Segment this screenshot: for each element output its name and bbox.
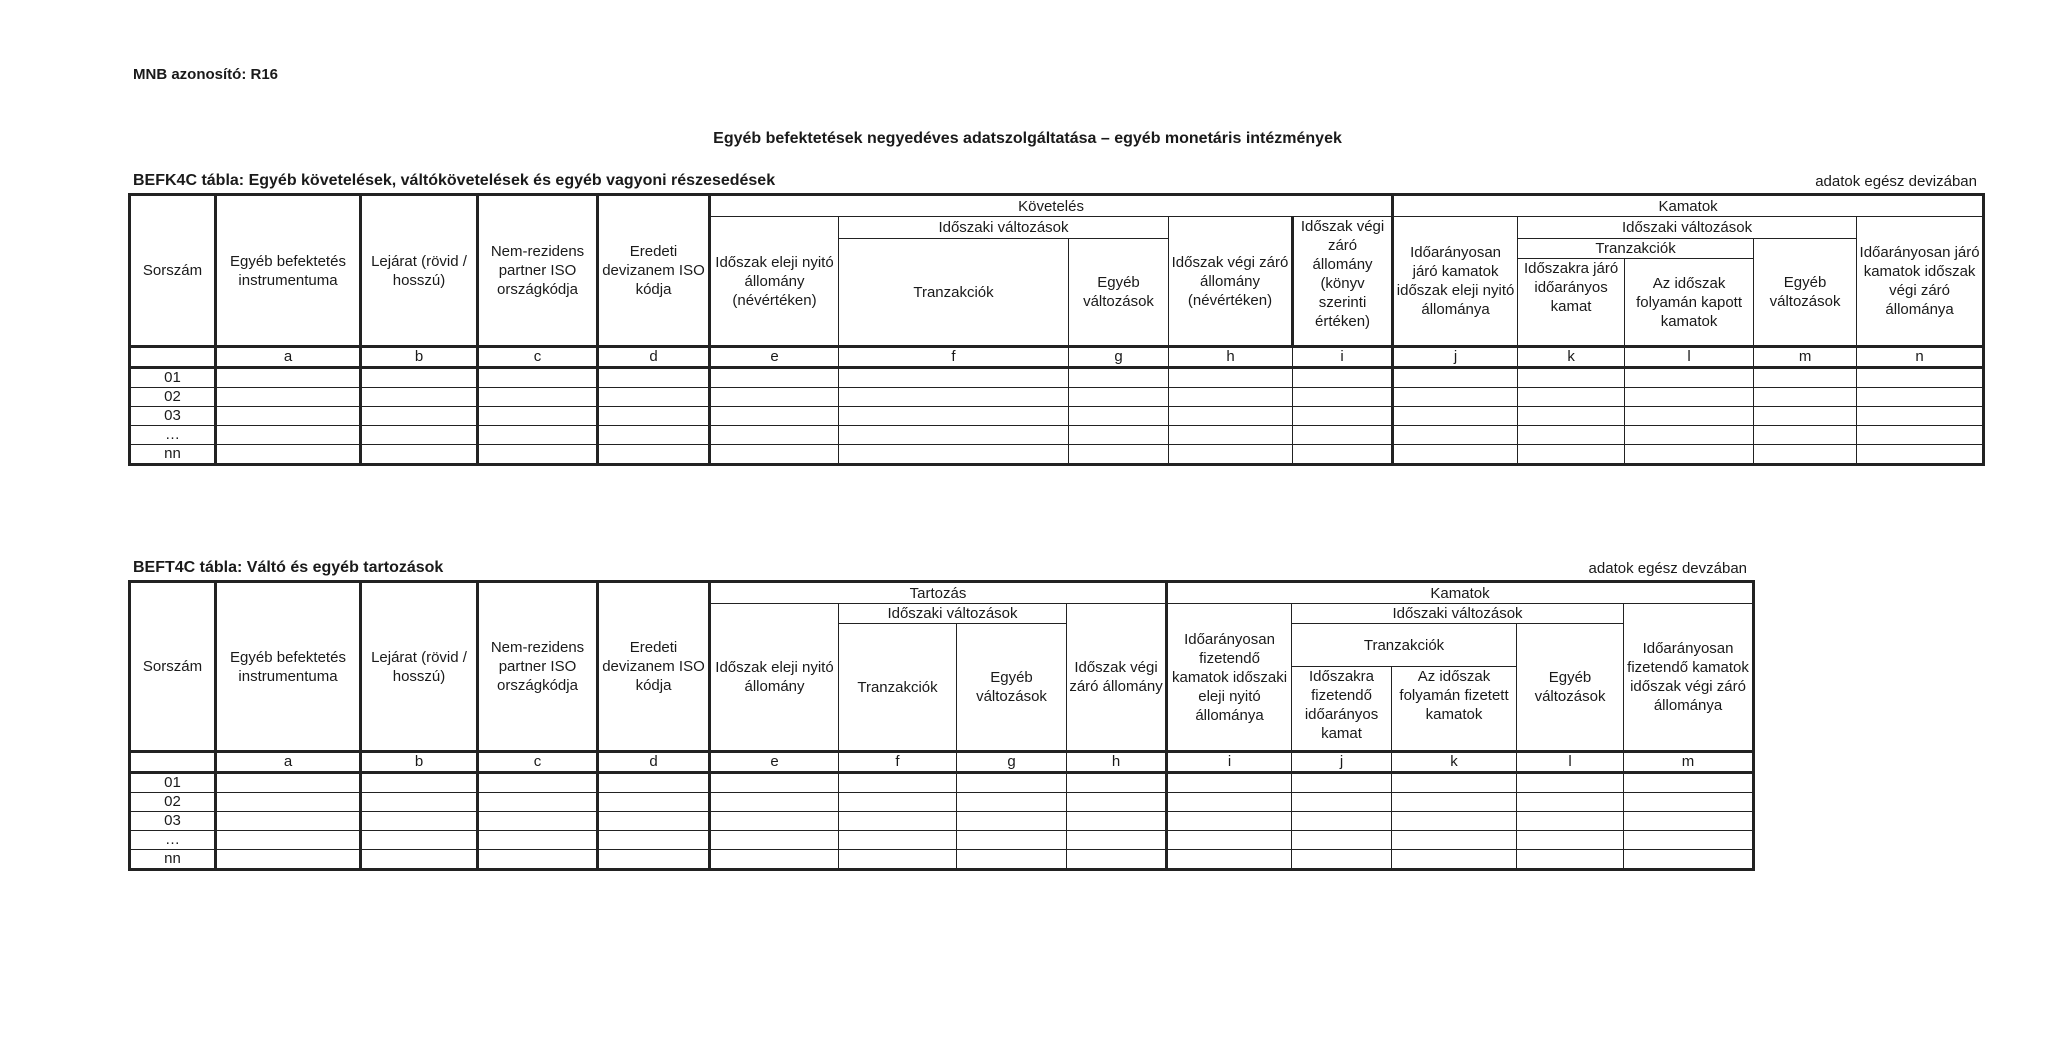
data-cell[interactable] bbox=[1169, 426, 1293, 445]
data-cell[interactable] bbox=[361, 407, 478, 426]
col-header-kamat-nyito: Időarányosan járó kamatok időszak eleji nyitó állománya bbox=[1393, 217, 1518, 347]
data-cell[interactable] bbox=[1625, 407, 1754, 426]
data-cell[interactable] bbox=[1393, 445, 1518, 465]
subgroup-header-kamat-idoszaki: Időszaki változások bbox=[1518, 217, 1857, 239]
table1-code: BEFK4C tábla: bbox=[133, 172, 245, 189]
data-cell[interactable] bbox=[1067, 812, 1167, 831]
data-cell[interactable] bbox=[1069, 426, 1169, 445]
table1-data-rows bbox=[130, 368, 1984, 465]
col-header-instrumentum: Egyéb befektetés instrumentuma bbox=[216, 582, 361, 752]
col-header-kamat-zaro: Időarányosan járó kamatok időszak végi záró állománya bbox=[1857, 217, 1984, 347]
data-cell[interactable] bbox=[839, 388, 1069, 407]
report-title: Egyéb befektetések negyedéves adatszolgáltatása – egyéb monetáris intézmények bbox=[713, 130, 1342, 147]
table-row bbox=[130, 388, 1984, 407]
data-cell[interactable] bbox=[478, 793, 598, 812]
row-number: 02 bbox=[130, 793, 216, 812]
table1-unit-note: adatok egész devizában bbox=[1815, 173, 1977, 190]
data-cell[interactable] bbox=[478, 426, 598, 445]
table-row bbox=[130, 426, 1984, 445]
data-cell[interactable] bbox=[1067, 831, 1167, 850]
col-header-kapott-kamatok: Az időszak folyamán kapott kamatok bbox=[1625, 259, 1754, 347]
col-header-zaro-konyv: Időszak végi záró állomány (könyv szerinti értéken) bbox=[1293, 217, 1393, 347]
table-row bbox=[130, 445, 1984, 465]
data-cell[interactable] bbox=[361, 426, 478, 445]
data-cell[interactable] bbox=[1069, 368, 1169, 388]
letter-row bbox=[130, 752, 1754, 773]
row-number: 01 bbox=[130, 368, 216, 388]
data-cell[interactable] bbox=[1167, 793, 1292, 812]
col-header-sorszam: Sorszám bbox=[130, 582, 216, 752]
col-header-kamat-egyeb: Egyéb változások bbox=[1754, 239, 1857, 347]
data-cell[interactable] bbox=[478, 831, 598, 850]
row-number: … bbox=[130, 831, 216, 850]
data-cell[interactable] bbox=[1857, 426, 1984, 445]
data-cell[interactable] bbox=[839, 850, 957, 870]
letter-cell: m bbox=[1624, 752, 1754, 773]
subgroup-header-tranzakciok: Tranzakciók bbox=[1292, 624, 1517, 667]
data-cell[interactable] bbox=[1067, 773, 1167, 793]
data-cell[interactable] bbox=[361, 793, 478, 812]
letter-cell: k bbox=[1518, 347, 1625, 368]
letter-cell: b bbox=[361, 347, 478, 368]
data-cell[interactable] bbox=[839, 426, 1069, 445]
data-cell[interactable] bbox=[1392, 773, 1517, 793]
table2-unit-note: adatok egész devzában bbox=[1588, 560, 1747, 577]
data-cell[interactable] bbox=[361, 368, 478, 388]
letter-cell: n bbox=[1857, 347, 1984, 368]
col-header-lejarat: Lejárat (rövid / hosszú) bbox=[361, 582, 478, 752]
data-cell[interactable] bbox=[710, 388, 839, 407]
data-cell[interactable] bbox=[1169, 407, 1293, 426]
data-cell[interactable] bbox=[957, 812, 1067, 831]
data-cell[interactable] bbox=[1393, 426, 1518, 445]
group-header-tartozas: Tartozás bbox=[710, 582, 1167, 604]
data-cell[interactable] bbox=[1518, 368, 1625, 388]
data-cell[interactable] bbox=[598, 850, 710, 870]
table-row bbox=[130, 793, 1754, 812]
data-cell[interactable] bbox=[1069, 445, 1169, 465]
col-header-nemrezidens: Nem-rezidens partner ISO országkódja bbox=[478, 582, 598, 752]
data-cell[interactable] bbox=[839, 773, 957, 793]
data-cell[interactable] bbox=[1169, 388, 1293, 407]
letter-cell: j bbox=[1292, 752, 1392, 773]
data-cell[interactable] bbox=[216, 388, 361, 407]
data-cell[interactable] bbox=[957, 773, 1067, 793]
letter-cell: i bbox=[1293, 347, 1393, 368]
subgroup-header-idoszaki-valtozasok: Időszaki változások bbox=[839, 217, 1169, 239]
col-header-kamat-egyeb: Egyéb változások bbox=[1517, 624, 1624, 752]
data-cell[interactable] bbox=[1857, 368, 1984, 388]
data-cell[interactable] bbox=[216, 793, 361, 812]
data-cell[interactable] bbox=[957, 831, 1067, 850]
letter-cell: e bbox=[710, 752, 839, 773]
data-cell[interactable] bbox=[957, 793, 1067, 812]
group-header-kamatok: Kamatok bbox=[1167, 582, 1754, 604]
data-cell[interactable] bbox=[1517, 793, 1624, 812]
data-cell[interactable] bbox=[839, 368, 1069, 388]
col-header-zaro: Időszak végi záró állomány bbox=[1067, 604, 1167, 752]
letter-cell: b bbox=[361, 752, 478, 773]
data-cell[interactable] bbox=[216, 773, 361, 793]
data-cell[interactable] bbox=[1754, 388, 1857, 407]
data-cell[interactable] bbox=[478, 773, 598, 793]
data-cell[interactable] bbox=[710, 850, 839, 870]
data-cell[interactable] bbox=[1624, 812, 1754, 831]
data-cell[interactable] bbox=[1857, 445, 1984, 465]
row-number: nn bbox=[130, 445, 216, 465]
group-header-kamatok: Kamatok bbox=[1393, 195, 1984, 217]
letter-cell: e bbox=[710, 347, 839, 368]
data-cell[interactable] bbox=[1293, 368, 1393, 388]
col-header-nyito: Időszak eleji nyitó állomány (névértéken) bbox=[710, 217, 839, 347]
col-header-eredeti-devizanem: Eredeti devizanem ISO kódja bbox=[598, 582, 710, 752]
table1-title bbox=[133, 172, 775, 190]
data-cell[interactable] bbox=[1754, 426, 1857, 445]
letter-cell: f bbox=[839, 347, 1069, 368]
data-cell[interactable] bbox=[1625, 368, 1754, 388]
data-cell[interactable] bbox=[1754, 445, 1857, 465]
data-cell[interactable] bbox=[1625, 445, 1754, 465]
data-cell[interactable] bbox=[1754, 368, 1857, 388]
data-cell[interactable] bbox=[1069, 407, 1169, 426]
letter-cell: i bbox=[1167, 752, 1292, 773]
letter-cell: h bbox=[1169, 347, 1293, 368]
col-header-kamat-zaro: Időarányosan fizetendő kamatok időszak végi záró állománya bbox=[1624, 604, 1754, 752]
col-header-idoszakra-jaro: Időszakra járó időarányos kamat bbox=[1518, 259, 1625, 347]
data-cell[interactable] bbox=[1069, 388, 1169, 407]
letter-cell: k bbox=[1392, 752, 1517, 773]
subgroup-header-idoszaki-valtozasok: Időszaki változások bbox=[839, 604, 1067, 624]
data-cell[interactable] bbox=[1067, 793, 1167, 812]
subgroup-header-tranzakciok: Tranzakciók bbox=[1518, 239, 1754, 259]
table-row bbox=[130, 368, 1984, 388]
row-number: … bbox=[130, 426, 216, 445]
data-cell[interactable] bbox=[1518, 426, 1625, 445]
data-cell[interactable] bbox=[216, 831, 361, 850]
letter-row bbox=[130, 347, 1984, 368]
data-cell[interactable] bbox=[216, 368, 361, 388]
mnb-identifier: MNB azonosító: R16 bbox=[133, 66, 279, 83]
data-cell[interactable] bbox=[1624, 793, 1754, 812]
data-cell[interactable] bbox=[1517, 773, 1624, 793]
data-cell[interactable] bbox=[216, 445, 361, 465]
col-header-sorszam: Sorszám bbox=[130, 195, 216, 347]
data-cell[interactable] bbox=[598, 407, 710, 426]
data-cell[interactable] bbox=[1392, 831, 1517, 850]
data-cell[interactable] bbox=[1167, 850, 1292, 870]
data-cell[interactable] bbox=[710, 407, 839, 426]
letter-cell: l bbox=[1517, 752, 1624, 773]
data-cell[interactable] bbox=[1167, 831, 1292, 850]
col-header-instrumentum: Egyéb befektetés instrumentuma bbox=[216, 195, 361, 347]
data-cell[interactable] bbox=[1392, 850, 1517, 870]
letter-cell-blank bbox=[130, 752, 216, 773]
table-row bbox=[130, 831, 1754, 850]
data-cell[interactable] bbox=[1624, 773, 1754, 793]
data-cell[interactable] bbox=[957, 850, 1067, 870]
row-number: 03 bbox=[130, 812, 216, 831]
letter-cell: d bbox=[598, 347, 710, 368]
data-cell[interactable] bbox=[1754, 407, 1857, 426]
table-row bbox=[130, 407, 1984, 426]
col-header-egyeb-valtozasok: Egyéb változások bbox=[1069, 239, 1169, 347]
table-row bbox=[130, 850, 1754, 870]
data-cell[interactable] bbox=[1518, 445, 1625, 465]
data-cell[interactable] bbox=[1392, 812, 1517, 831]
group-header-koveteles: Követelés bbox=[710, 195, 1393, 217]
data-cell[interactable] bbox=[1625, 388, 1754, 407]
row-number: 03 bbox=[130, 407, 216, 426]
data-cell[interactable] bbox=[361, 445, 478, 465]
letter-cell: f bbox=[839, 752, 957, 773]
data-cell[interactable] bbox=[1167, 773, 1292, 793]
data-cell[interactable] bbox=[598, 831, 710, 850]
col-header-lejarat: Lejárat (rövid / hosszú) bbox=[361, 195, 478, 347]
table2-name: Váltó és egyéb tartozások bbox=[242, 559, 444, 576]
data-cell[interactable] bbox=[1518, 388, 1625, 407]
letter-cell: a bbox=[216, 347, 361, 368]
row-number: 01 bbox=[130, 773, 216, 793]
data-cell[interactable] bbox=[1292, 812, 1392, 831]
data-cell[interactable] bbox=[478, 368, 598, 388]
data-cell[interactable] bbox=[216, 812, 361, 831]
col-header-eredeti-devizanem: Eredeti devizanem ISO kódja bbox=[598, 195, 710, 347]
data-cell[interactable] bbox=[361, 773, 478, 793]
col-header-tranzakciok: Tranzakciók bbox=[839, 239, 1069, 347]
data-cell[interactable] bbox=[361, 812, 478, 831]
data-cell[interactable] bbox=[1857, 388, 1984, 407]
data-cell[interactable] bbox=[361, 388, 478, 407]
data-cell[interactable] bbox=[216, 426, 361, 445]
data-cell[interactable] bbox=[839, 812, 957, 831]
data-cell[interactable] bbox=[1625, 426, 1754, 445]
data-cell[interactable] bbox=[1067, 850, 1167, 870]
data-cell[interactable] bbox=[1169, 368, 1293, 388]
data-cell[interactable] bbox=[598, 793, 710, 812]
data-cell[interactable] bbox=[598, 388, 710, 407]
data-cell[interactable] bbox=[1624, 831, 1754, 850]
col-header-kamat-nyito: Időarányosan fizetendő kamatok időszaki eleji nyitó állománya bbox=[1167, 604, 1292, 752]
col-header-fizetett-kamatok: Az időszak folyamán fizetett kamatok bbox=[1392, 667, 1517, 752]
col-header-zaro: Időszak végi záró állomány (névértéken) bbox=[1169, 217, 1293, 347]
col-header-egyeb-valtozasok: Egyéb változások bbox=[957, 624, 1067, 752]
letter-cell: d bbox=[598, 752, 710, 773]
data-cell[interactable] bbox=[1517, 831, 1624, 850]
data-cell[interactable] bbox=[478, 445, 598, 465]
data-cell[interactable] bbox=[710, 773, 839, 793]
data-cell[interactable] bbox=[1517, 850, 1624, 870]
data-cell[interactable] bbox=[710, 426, 839, 445]
data-cell[interactable] bbox=[1293, 426, 1393, 445]
letter-cell: j bbox=[1393, 347, 1518, 368]
col-header-nyito: Időszak eleji nyitó állomány bbox=[710, 604, 839, 752]
data-cell[interactable] bbox=[598, 812, 710, 831]
data-cell[interactable] bbox=[710, 812, 839, 831]
table2-title bbox=[133, 559, 443, 577]
befk4c-table bbox=[128, 193, 1985, 466]
data-cell[interactable] bbox=[1293, 407, 1393, 426]
data-cell[interactable] bbox=[1518, 407, 1625, 426]
table2-data-rows bbox=[130, 773, 1754, 870]
data-cell[interactable] bbox=[1517, 812, 1624, 831]
data-cell[interactable] bbox=[710, 793, 839, 812]
col-header-idoszakra-fizetendo: Időszakra fizetendő időarányos kamat bbox=[1292, 667, 1392, 752]
row-number: 02 bbox=[130, 388, 216, 407]
data-cell[interactable] bbox=[839, 831, 957, 850]
letter-cell: h bbox=[1067, 752, 1167, 773]
data-cell[interactable] bbox=[1292, 773, 1392, 793]
data-cell[interactable] bbox=[1393, 407, 1518, 426]
data-cell[interactable] bbox=[1624, 850, 1754, 870]
col-header-tranzakciok: Tranzakciók bbox=[839, 624, 957, 752]
letter-cell: g bbox=[1069, 347, 1169, 368]
data-cell[interactable] bbox=[478, 812, 598, 831]
data-cell[interactable] bbox=[710, 831, 839, 850]
data-cell[interactable] bbox=[1169, 445, 1293, 465]
data-cell[interactable] bbox=[216, 407, 361, 426]
data-cell[interactable] bbox=[1167, 812, 1292, 831]
data-cell[interactable] bbox=[598, 426, 710, 445]
letter-cell: l bbox=[1625, 347, 1754, 368]
data-cell[interactable] bbox=[710, 445, 839, 465]
data-cell[interactable] bbox=[361, 831, 478, 850]
letter-cell-blank bbox=[130, 347, 216, 368]
data-cell[interactable] bbox=[1293, 388, 1393, 407]
table-row bbox=[130, 773, 1754, 793]
col-header-nemrezidens: Nem-rezidens partner ISO országkódja bbox=[478, 195, 598, 347]
data-cell[interactable] bbox=[1292, 831, 1392, 850]
letter-cell: c bbox=[478, 752, 598, 773]
data-cell[interactable] bbox=[478, 407, 598, 426]
data-cell[interactable] bbox=[1393, 368, 1518, 388]
data-cell[interactable] bbox=[839, 445, 1069, 465]
data-cell[interactable] bbox=[478, 850, 598, 870]
data-cell[interactable] bbox=[839, 793, 957, 812]
row-number: nn bbox=[130, 850, 216, 870]
data-cell[interactable] bbox=[1292, 793, 1392, 812]
data-cell[interactable] bbox=[839, 407, 1069, 426]
subgroup-header-kamat-idoszaki: Időszaki változások bbox=[1292, 604, 1624, 624]
data-cell[interactable] bbox=[1293, 445, 1393, 465]
data-cell[interactable] bbox=[1392, 793, 1517, 812]
data-cell[interactable] bbox=[598, 445, 710, 465]
data-cell[interactable] bbox=[710, 368, 839, 388]
data-cell[interactable] bbox=[1393, 388, 1518, 407]
table-row bbox=[130, 812, 1754, 831]
letter-cell: m bbox=[1754, 347, 1857, 368]
letter-cell: g bbox=[957, 752, 1067, 773]
data-cell[interactable] bbox=[478, 388, 598, 407]
data-cell[interactable] bbox=[1292, 850, 1392, 870]
letter-cell: c bbox=[478, 347, 598, 368]
data-cell[interactable] bbox=[361, 850, 478, 870]
table1-name: Egyéb követelések, váltókövetelések és egyéb vagyoni részesedések bbox=[244, 172, 776, 189]
data-cell[interactable] bbox=[216, 850, 361, 870]
data-cell[interactable] bbox=[1857, 407, 1984, 426]
data-cell[interactable] bbox=[598, 368, 710, 388]
data-cell[interactable] bbox=[598, 773, 710, 793]
letter-cell: a bbox=[216, 752, 361, 773]
table2-code: BEFT4C tábla: bbox=[133, 559, 243, 576]
beft4c-table bbox=[128, 580, 1755, 871]
